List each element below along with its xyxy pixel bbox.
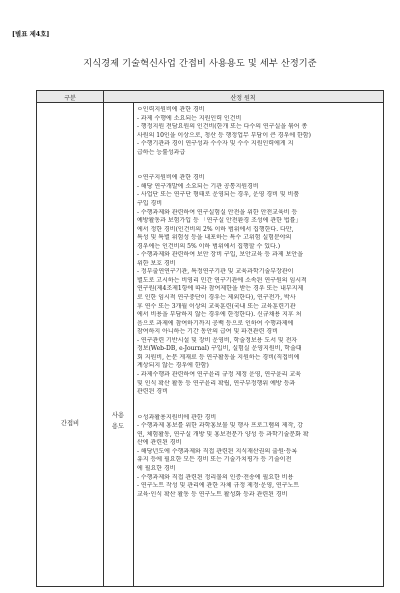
principle-section <box>137 414 380 499</box>
section-line: 산에 관련된 경비 <box>137 439 182 447</box>
section-line: 교육·인식 확산 활동 등 연구노트 활성화 등과 관련된 경비 <box>137 490 288 498</box>
principle-content <box>137 106 380 499</box>
subcategory-line: 사용 <box>111 412 125 419</box>
section-line: 급하는 능률성과급 <box>137 148 186 156</box>
section-line: 정보(Web-DB, e-Journal) 구입비, 실험실 운영지원비, 학술대 <box>137 345 302 353</box>
section-line: - 수행과제와 관련하여 연구실험실 안전을 위한 안전교육비 등 <box>137 208 298 216</box>
section-line: 예방활동과 보험가입 등 「연구실 안전환경 조성에 관한 법률」 <box>137 217 302 225</box>
section-line: 참여하지 아니하는 기간 동안의 급여 및 파견관련 경비 <box>137 328 278 336</box>
appendix-label: [별표 제4호] <box>12 30 50 38</box>
section-gap <box>137 397 380 406</box>
section-line: - 연구노트 작성 및 관리에 관한 자체 규정 제정·운영, 연구노트 <box>137 482 300 490</box>
section-line: 및 인식 확산 활동 등 연구윤리 확립, 연구부정행위 예방 등과 <box>137 379 296 387</box>
section-line: 에서 정한 경비(인건비의 2% 이하 범위에서 집행한다. 다만, <box>137 225 294 233</box>
header-principle: 산정 원칙 <box>230 95 256 102</box>
header-category: 구분 <box>64 95 76 102</box>
section-line: - 연구관련 기반시설 및 장비 운영비, 학술정보용 도서 및 전자 <box>137 336 298 344</box>
section-line: 회 지원비, 논문 게재료 등 연구활동을 지원하는 경비(직접비에 <box>137 353 300 361</box>
section-line: - 해당년도에 수행과제와 직접 관련된 지식재산권의 출원·등록 <box>137 447 298 455</box>
section-line: 연구원(제4조제1항에 따라 참여제한을 받는 경우 또는 내부지제 <box>137 285 304 293</box>
section-line: - 해당 연구개발에 소요되는 기관 공통지원경비 <box>137 182 259 190</box>
section-line: - 수행기관과 경이 연구성과 수수자 및 수수 지원인력에게 지 <box>137 140 294 148</box>
section-line: - 정부출연연구기관, 특정연구기관 및 교육과학기술부장관이 <box>137 268 294 276</box>
section-line: 연, 체험활동, 연구실 개방 및 홍보전문가 양성 등 과학기술문화 확 <box>137 430 309 438</box>
section-line: 관련된 경비 <box>137 388 168 396</box>
section-line: - 수행과제 홍보를 위한 과학홍보물 및 행사 프로그램의 제작, 강 <box>137 422 304 430</box>
category-cell: 간접비 <box>60 420 80 427</box>
section-line: 에서 비용을 부담하지 않는 경우에 한정한다). 신규채용 지후 처 <box>137 311 302 319</box>
table-header-row <box>37 91 383 103</box>
section-heading: ㅇ성과활용지원비에 관한 경비 <box>137 413 217 421</box>
section-line: - 행정지원 전담요원의 인건비(한개 또는 다수의 연구실을 묶어 종 <box>137 123 308 131</box>
section-line: 에 필요한 경비 <box>137 464 176 472</box>
document-title: 지식경제 기술혁신사업 간접비 사용용도 및 세부 산정기준 <box>83 58 317 69</box>
section-gap <box>137 405 380 414</box>
section-line: 위한 보호 경비 <box>137 259 176 267</box>
section-line: 유지 등에 필요한 모든 경비 또는 기술가치평가 등 기술이전 <box>137 456 292 464</box>
section-gap <box>137 166 380 175</box>
subcategory-line: 용도 <box>111 423 125 430</box>
section-line: 계상되지 않는 경우에 한함) <box>137 362 209 370</box>
section-heading: ㅇ연구지원비에 관한 경비 <box>137 174 205 182</box>
column-divider <box>103 91 104 586</box>
section-line: - 과제 수행에 소요되는 지원인력 인건비 <box>137 114 242 122</box>
section-line: - 사업단 또는 연구단 형태로 운영되는 경우, 운영 경비 및 비품 <box>137 191 300 199</box>
section-heading: ㅇ인력지원비에 관한 경비 <box>137 106 205 113</box>
section-line: 경우에는 인건비의 5% 이하 범위에서 집행할 수 있다.) <box>137 242 281 250</box>
principle-section <box>137 174 380 396</box>
section-line: 별도로 고시하는 비영리 민간 연구기관에 소속된 연구원의 임시적 <box>137 276 307 284</box>
section-line: - 과제수행과 관련하여 연구윤리 규정 제정 운영, 연구윤리 교육 <box>137 370 302 378</box>
section-line: 음으로 과제에 참여하기까지 공백 등으로 인하여 수행과제에 <box>137 319 294 327</box>
section-line: 후 연수 또는 3개월 이상의 교육훈련(국내 또는 교육훈련기관 <box>137 302 296 310</box>
column-divider-2 <box>133 103 134 586</box>
subcategory-cell <box>103 410 133 432</box>
section-line: 사원의 10인을 이상으로, 청산 등 행정업무 부담이 큰 경우에 한함) <box>137 131 311 139</box>
section-line: 구입 경비 <box>137 200 163 208</box>
section-gap <box>137 157 380 166</box>
criteria-table <box>36 90 384 587</box>
section-line: - 수행과제와 관련하여 보안 장비 구입, 보안교육 등 과제 보안을 <box>137 251 304 259</box>
section-line: 로 인한 임시적 연구중단이 경우는 제외한다), 연구전가, 박사 <box>137 294 296 302</box>
principle-section <box>137 106 380 157</box>
section-line: 특성 및 특별 위험성 등을 내포하는 특수 고위험 실험분야의 <box>137 234 292 242</box>
section-line: - 수행과제와 직접 관련된 정리물의 인증·전송에 필요한 비용 <box>137 473 294 481</box>
